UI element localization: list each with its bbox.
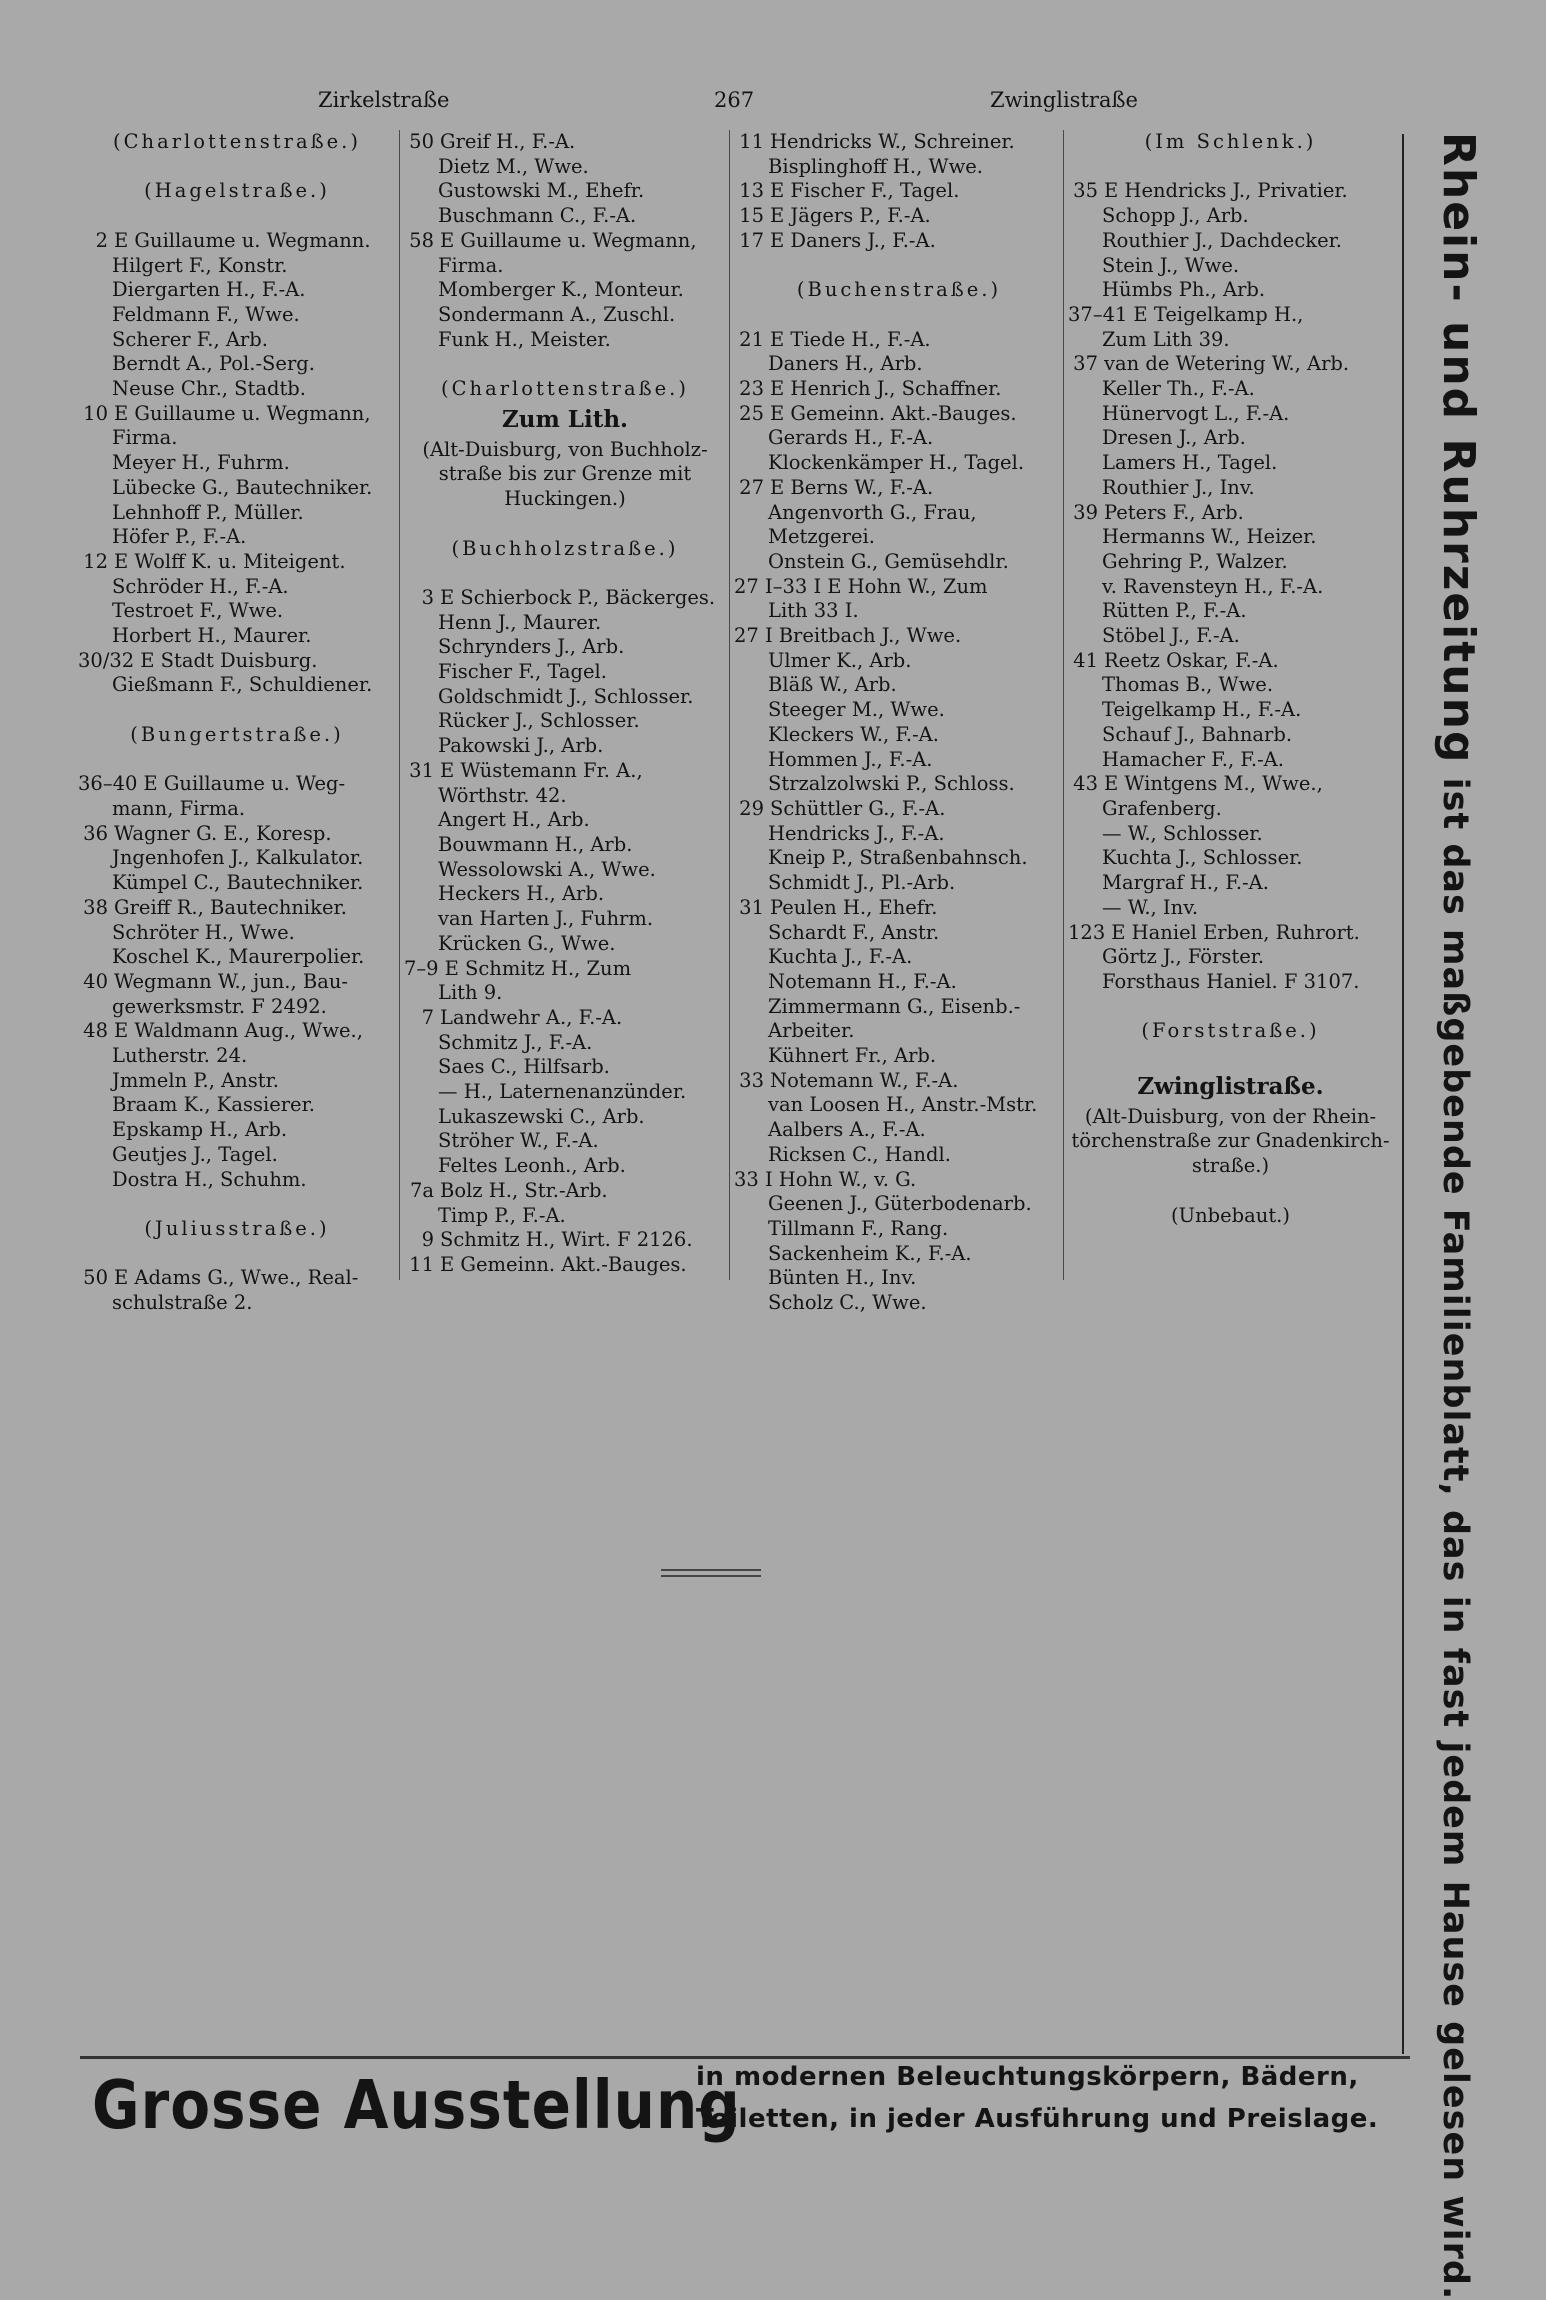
directory-entry (1068, 179, 1393, 204)
house-number: 31 (409, 758, 434, 782)
directory-entry: Ulmer K., Arb. (768, 648, 912, 672)
directory-entry (1068, 649, 1393, 674)
directory-entry: Meyer H., Fuhrm. (112, 451, 290, 475)
house-number: 7a (409, 1178, 434, 1202)
directory-entry: Hendricks J., F.-A. (768, 821, 945, 845)
directory-entry (734, 229, 1064, 254)
directory-entry (734, 179, 1064, 204)
entry-text: Breitbach J., Wwe. (778, 624, 962, 648)
house-number: 35 (1073, 179, 1098, 203)
directory-entry: Kneip P., Straßenbahnsch. (768, 846, 1028, 870)
entry-text: E Berns W., F.-A. (770, 475, 934, 499)
spacer (404, 561, 726, 586)
cross-street-label: (Charlottenstraße.) (113, 130, 361, 153)
house-number: 7 (421, 1005, 434, 1029)
directory-entry: Kleckers W., F.-A. (768, 722, 939, 746)
directory-entry (1068, 352, 1393, 377)
directory-entry: Steeger M., Wwe. (768, 698, 945, 722)
directory-entry: Wörthstr. 42. (438, 783, 567, 807)
house-number: 15 (739, 204, 764, 228)
directory-entry: Hermanns W., Heizer. (1102, 525, 1317, 549)
side-ad-slogan: ist das maßgebende Familienblatt, das in fast jedem Hause gelesen wird. (1435, 764, 1475, 2300)
directory-entry (734, 402, 1064, 427)
entry-text: E Wüstemann Fr. A., (440, 758, 643, 782)
entry-text: E Guillaume u. Wegmann, (440, 228, 697, 252)
section-note: törchenstraße zur Gnadenkirch- (1071, 1129, 1390, 1153)
directory-entry: Firma. (438, 253, 504, 277)
directory-entry: Berndt A., Pol.-Serg. (112, 352, 315, 376)
house-number: 50 (409, 130, 434, 153)
directory-entry: Krücken G., Wwe. (438, 931, 616, 955)
directory-entry: Kühnert Fr., Arb. (768, 1044, 937, 1068)
house-number: 48 (83, 1019, 108, 1043)
house-number: 13 (739, 179, 764, 203)
house-number: 12 (83, 549, 108, 573)
entry-text: E Gemeinn. Akt.-Bauges. (440, 1252, 687, 1276)
entry-text: Peters F., Arb. (1104, 500, 1244, 524)
entry-text: E Fischer F., Tagel. (770, 179, 960, 203)
directory-entry: Zum Lith 39. (1102, 327, 1230, 351)
spacer (78, 204, 396, 229)
house-number: 37–41 (1068, 302, 1128, 326)
directory-entry (734, 328, 1064, 353)
directory-entry: Metzgerei. (768, 525, 875, 549)
directory-entry (1068, 501, 1393, 526)
directory-entry: Schröder H., F.-A. (112, 574, 289, 598)
directory-entry: v. Ravensteyn H., F.-A. (1102, 574, 1324, 598)
entry-text: E Tiede H., F.-A. (770, 327, 931, 351)
directory-entry: Schmidt J., Pl.-Arb. (768, 871, 956, 895)
directory-entry (734, 1168, 1064, 1193)
directory-entry: Rütten P., F.-A. (1102, 599, 1247, 623)
directory-entry: Görtz J., Förster. (1102, 945, 1265, 969)
directory-entry (1068, 921, 1393, 946)
directory-entry (1068, 772, 1393, 797)
directory-entry: Hilgert F., Konstr. (112, 253, 288, 277)
directory-entry (78, 550, 396, 575)
directory-entry (734, 476, 1064, 501)
directory-entry: Scherer F., Arb. (112, 327, 268, 351)
directory-entry: Gehring P., Walzer. (1102, 549, 1288, 573)
entry-text: E Adams G., Wwe., Real- (114, 1266, 359, 1290)
directory-entry (78, 229, 396, 254)
directory-entry: Schauf J., Bahnarb. (1102, 722, 1293, 746)
house-number: 27 I (734, 624, 773, 648)
entry-text: E Schmitz H., Zum (444, 956, 632, 980)
directory-entry (734, 377, 1064, 402)
spacer (1068, 995, 1393, 1020)
house-number: 33 I (734, 1167, 773, 1191)
entry-text: Wagner G. E., Koresp. (114, 821, 332, 845)
directory-entry: Diergarten H., F.-A. (112, 278, 306, 302)
entry-text: Notemann W., F.-A. (770, 1068, 959, 1092)
side-advertisement (1426, 132, 1490, 2300)
directory-entry (734, 896, 1064, 921)
directory-entry (78, 896, 396, 921)
directory-entry: — W., Inv. (1102, 895, 1199, 919)
directory-entry (734, 797, 1064, 822)
house-number: 10 (83, 401, 108, 425)
house-number: 38 (83, 895, 108, 919)
directory-entry (404, 229, 726, 254)
end-rule (661, 1575, 761, 1577)
bottom-ad-rule (80, 2056, 1410, 2059)
directory-entry: Ströher W., F.-A. (438, 1129, 599, 1153)
directory-entry: Thomas B., Wwe. (1102, 673, 1274, 697)
side-ad-newspaper-name: Rhein- und Ruhrzeitung (1433, 132, 1484, 765)
house-number: 40 (83, 969, 108, 993)
entry-text: Hendricks W., Schreiner. (770, 130, 1015, 153)
section-title: Zum Lith. (501, 405, 629, 433)
cross-street-label: (Forststraße.) (1141, 1019, 1320, 1043)
entry-text: E Wintgens M., Wwe., (1104, 772, 1323, 796)
entry-text: E Daners J., F.-A. (770, 228, 936, 252)
directory-entry: Notemann H., F.-A. (768, 969, 957, 993)
directory-entry (78, 649, 396, 674)
directory-entry: Angert H., Arb. (438, 808, 590, 832)
cross-street-label: (Charlottenstraße.) (441, 377, 689, 401)
entry-text: van de Wetering W., Arb. (1104, 352, 1350, 376)
section-note: (Unbebaut.) (1171, 1203, 1290, 1227)
entry-text: E Hohn W., Zum (827, 574, 988, 598)
house-number: 21 (739, 327, 764, 351)
entry-text: E Stadt Duisburg. (140, 648, 318, 672)
house-number: 30/32 (78, 648, 135, 672)
spacer (1068, 155, 1393, 180)
directory-entry: Forsthaus Haniel. F 3107. (1102, 969, 1360, 993)
spacer (78, 698, 396, 723)
column-divider (1063, 130, 1064, 1280)
house-number: 31 (739, 895, 764, 919)
house-number: 39 (1073, 500, 1098, 524)
column-3 (734, 130, 1064, 1316)
entry-text: E Guillaume u. Wegmann. (114, 228, 371, 252)
entry-text: E Haniel Erben, Ruhrort. (1111, 920, 1360, 944)
directory-entry: Firma. (112, 426, 178, 450)
directory-entry (734, 204, 1064, 229)
directory-entry: Lith 33 I. (768, 599, 859, 623)
directory-entry: Braam K., Kassierer. (112, 1093, 315, 1117)
directory-entry: Dresen J., Arb. (1102, 426, 1246, 450)
entry-text: Greiff R., Bautechniker. (114, 895, 347, 919)
entry-text: E Henrich J., Schaffner. (770, 377, 1002, 401)
directory-entry (734, 624, 1064, 649)
directory-entry: Schrynders J., Arb. (438, 635, 625, 659)
directory-entry: Schardt F., Anstr. (768, 920, 940, 944)
house-number: 41 (1073, 648, 1098, 672)
spacer (1068, 1179, 1393, 1204)
directory-entry: Lübecke G., Bautechniker. (112, 475, 373, 499)
directory-entry: Geutjes J., Tagel. (112, 1142, 278, 1166)
directory-entry: Margraf H., F.-A. (1102, 871, 1269, 895)
header-right-street: Zwinglistraße (990, 88, 1138, 112)
section-title: Zwinglistraße. (1137, 1072, 1324, 1100)
entry-text: E Wolff K. u. Miteigent. (114, 549, 346, 573)
directory-entry: Fischer F., Tagel. (438, 660, 607, 684)
directory-entry: — W., Schlosser. (1102, 821, 1263, 845)
directory-entry: Buschmann C., F.-A. (438, 204, 637, 228)
directory-entry: Feltes Leonh., Arb. (438, 1154, 626, 1178)
house-number: 36–40 (78, 772, 138, 796)
section-note: (Alt-Duisburg, von der Rhein- (1084, 1104, 1377, 1128)
directory-entry: Lukaszewski C., Arb. (438, 1104, 645, 1128)
directory-entry (404, 1228, 726, 1253)
directory-entry: Jmmeln P., Anstr. (112, 1068, 279, 1092)
directory-entry: Pakowski J., Arb. (438, 734, 604, 758)
header-left-street: Zirkelstraße (318, 88, 450, 112)
cross-street-label: (Bungertstraße.) (130, 722, 344, 746)
house-number: 11 (409, 1252, 434, 1276)
spacer (78, 748, 396, 773)
directory-entry: Daners H., Arb. (768, 352, 923, 376)
directory-entry (1068, 303, 1393, 328)
spacer (78, 1192, 396, 1217)
directory-entry: Arbeiter. (768, 1019, 855, 1043)
house-number: 123 (1068, 920, 1106, 944)
directory-entry: — H., Laternenanzünder. (438, 1080, 687, 1104)
directory-entry: Gießmann F., Schuldiener. (112, 673, 373, 697)
bottom-ad-line-2: Toiletten, in jeder Ausführung und Preislage. (696, 2104, 1379, 2134)
directory-entry (734, 575, 1064, 600)
house-number: 17 (739, 228, 764, 252)
entry-text: E Waldmann Aug., Wwe., (114, 1019, 363, 1043)
end-rule (661, 1569, 761, 1571)
directory-entry: Saes C., Hilfsarb. (438, 1055, 610, 1079)
directory-entry: Routhier J., Inv. (1102, 475, 1255, 499)
house-number: 43 (1073, 772, 1098, 796)
entry-text: Peulen H., Ehefr. (770, 895, 938, 919)
directory-entry: van Loosen H., Anstr.-Mstr. (768, 1093, 1038, 1117)
bottom-ad-line-1: in modernen Beleuchtungskörpern, Bädern, (696, 2062, 1359, 2092)
directory-entry: Höfer P., F.-A. (112, 525, 247, 549)
directory-entry (734, 1069, 1064, 1094)
directory-entry: Horbert H., Maurer. (112, 624, 312, 648)
entry-text: Schmitz H., Wirt. F 2126. (440, 1228, 693, 1252)
directory-entry: Lehnhoff P., Müller. (112, 500, 304, 524)
directory-entry: Schmitz J., F.-A. (438, 1030, 593, 1054)
section-note: (Alt-Duisburg, von Buchholz- (422, 437, 708, 461)
directory-entry: Kuchta J., Schlosser. (1102, 846, 1303, 870)
house-number: 23 (739, 377, 764, 401)
directory-entry: Lamers H., Tagel. (1102, 451, 1278, 475)
directory-entry: van Harten J., Fuhrm. (438, 907, 654, 931)
directory-entry: Ricksen C., Handl. (768, 1142, 951, 1166)
directory-entry: Dostra H., Schuhm. (112, 1167, 307, 1191)
directory-entry: Rücker J., Schlosser. (438, 709, 640, 733)
directory-entry: Stöbel J., F.-A. (1102, 624, 1240, 648)
directory-entry: Routhier J., Dachdecker. (1102, 228, 1342, 252)
section-note: straße bis zur Grenze mit (438, 462, 692, 486)
column-1 (78, 130, 396, 1316)
directory-entry (404, 759, 726, 784)
ad-border-line (1402, 134, 1404, 2054)
house-number: 36 (83, 821, 108, 845)
directory-entry: Zimmermann G., Eisenb.- (768, 994, 1021, 1018)
directory-entry: mann, Firma. (112, 796, 246, 820)
directory-entry: Schröter H., Wwe. (112, 920, 295, 944)
directory-entry (404, 130, 726, 155)
directory-entry: Jngenhofen J., Kalkulator. (112, 846, 364, 870)
house-number: 2 (95, 228, 108, 252)
house-number: 33 (739, 1068, 764, 1092)
column-divider (399, 130, 400, 1280)
directory-entry (78, 822, 396, 847)
house-number: 29 (739, 796, 764, 820)
directory-entry: Bouwmann H., Arb. (438, 832, 633, 856)
directory-entry: Epskamp H., Arb. (112, 1118, 288, 1142)
directory-entry: Henn J., Maurer. (438, 610, 602, 634)
directory-entry: Sondermann A., Zuschl. (438, 302, 676, 326)
cross-street-label: (Im Schlenk.) (1144, 130, 1317, 153)
page-number: 267 (714, 88, 755, 112)
house-number: 27 (739, 475, 764, 499)
directory-entry (404, 1179, 726, 1204)
directory-entry: Testroet F., Wwe. (112, 599, 284, 623)
directory-entry: Feldmann F., Wwe. (112, 302, 300, 326)
directory-entry: Hümbs Ph., Arb. (1102, 278, 1266, 302)
section-note: Huckingen.) (504, 487, 626, 511)
house-number: 9 (421, 1228, 434, 1252)
directory-entry: Goldschmidt J., Schlosser. (438, 684, 694, 708)
directory-entry: Koschel K., Maurerpolier. (112, 945, 365, 969)
house-number: 7–9 (404, 956, 439, 980)
entry-text: E Guillaume u. Weg- (143, 772, 346, 796)
house-number: 37 (1073, 352, 1098, 376)
directory-entry: Klockenkämper H., Tagel. (768, 451, 1025, 475)
bottom-ad-headline: Grosse Ausstellung (92, 2066, 741, 2145)
directory-entry (78, 402, 396, 427)
spacer (78, 1242, 396, 1267)
entry-text: Bolz H., Str.-Arb. (440, 1178, 608, 1202)
house-number: 58 (409, 228, 434, 252)
column-2 (404, 130, 726, 1278)
directory-entry: Lith 9. (438, 981, 503, 1005)
cross-street-label: (Buchenstraße.) (796, 278, 1002, 302)
directory-entry (78, 772, 396, 797)
house-number: 27 I–33 I (734, 574, 822, 598)
directory-entry: Gerards H., F.-A. (768, 426, 934, 450)
column-4 (1068, 130, 1393, 1228)
entry-text: E Teigelkamp H., (1133, 302, 1304, 326)
entry-text: Hohn W., v. G. (778, 1167, 917, 1191)
cross-street-label: (Juliusstraße.) (144, 1216, 330, 1240)
directory-entry: Angenvorth G., Frau, (768, 500, 977, 524)
house-number: 11 (739, 130, 764, 153)
directory-entry: Funk H., Meister. (438, 327, 611, 351)
directory-entry: Aalbers A., F.-A. (768, 1118, 926, 1142)
entry-text: E Guillaume u. Wegmann, (114, 401, 371, 425)
cross-street-label: (Hagelstraße.) (144, 179, 330, 203)
directory-entry: Gustowski M., Ehefr. (438, 179, 645, 203)
directory-entry: Lutherstr. 24. (112, 1044, 248, 1068)
entry-text: Reetz Oskar, F.-A. (1104, 648, 1279, 672)
directory-entry: Timp P., F.-A. (438, 1203, 566, 1227)
entry-text: E Schierbock P., Bäckerges. (440, 585, 716, 609)
entry-text: Greif H., F.-A. (440, 130, 576, 153)
directory-entry: Momberger K., Monteur. (438, 278, 684, 302)
directory-entry (404, 957, 726, 982)
column-divider (729, 130, 730, 1280)
entry-text: Wegmann W., jun., Bau- (114, 969, 348, 993)
spacer (734, 303, 1064, 328)
spacer (734, 254, 1064, 279)
house-number: 25 (739, 401, 764, 425)
directory-entry: Hünervogt L., F.-A. (1102, 401, 1290, 425)
directory-entry (404, 586, 726, 611)
directory-entry: Sackenheim K., F.-A. (768, 1241, 972, 1265)
directory-entry: Onstein G., Gemüsehdlr. (768, 549, 1009, 573)
directory-entry: gewerksmstr. F 2492. (112, 994, 327, 1018)
entry-text: Schüttler G., F.-A. (770, 796, 946, 820)
directory-entry: schulstraße 2. (112, 1291, 253, 1315)
directory-entry: Bisplinghoff H., Wwe. (768, 154, 983, 178)
directory-entry: Teigelkamp H., F.-A. (1102, 698, 1302, 722)
directory-entry: Keller Th., F.-A. (1102, 377, 1255, 401)
directory-entry (404, 1006, 726, 1031)
entry-text: E Jägers P., F.-A. (770, 204, 931, 228)
entry-text: E Hendricks J., Privatier. (1104, 179, 1348, 203)
house-number: 50 (83, 1266, 108, 1290)
directory-entry: Neuse Chr., Stadtb. (112, 377, 306, 401)
directory-entry: Hommen J., F.-A. (768, 747, 933, 771)
directory-entry (78, 1019, 396, 1044)
directory-entry: Kümpel C., Bautechniker. (112, 871, 364, 895)
spacer (1068, 1044, 1393, 1069)
spacer (404, 512, 726, 537)
directory-entry: Strzalzolwski P., Schloss. (768, 772, 1015, 796)
directory-entry: Kuchta J., F.-A. (768, 945, 913, 969)
directory-entry (78, 1266, 396, 1291)
house-number: 3 (421, 585, 434, 609)
directory-entry: Hamacher F., F.-A. (1102, 747, 1284, 771)
directory-entry (734, 130, 1064, 155)
spacer (404, 352, 726, 377)
directory-entry: Bünten H., Inv. (768, 1266, 917, 1290)
section-note: straße.) (1191, 1154, 1270, 1178)
directory-entry (78, 970, 396, 995)
directory-entry: Heckers H., Arb. (438, 882, 605, 906)
directory-entry: Scholz C., Wwe. (768, 1291, 927, 1315)
directory-entry: Grafenberg. (1102, 796, 1222, 820)
directory-entry: Geenen J., Güterbodenarb. (768, 1192, 1032, 1216)
directory-entry: Wessolowski A., Wwe. (438, 857, 656, 881)
directory-entry: Stein J., Wwe. (1102, 253, 1240, 277)
cross-street-label: (Buchholzstraße.) (451, 536, 679, 560)
directory-entry: Tillmann F., Rang. (768, 1216, 949, 1240)
entry-text: Landwehr A., F.-A. (440, 1005, 623, 1029)
directory-entry: Bläß W., Arb. (768, 673, 897, 697)
directory-entry (404, 1253, 726, 1278)
directory-entry: Dietz M., Wwe. (438, 154, 589, 178)
spacer (78, 155, 396, 180)
entry-text: E Gemeinn. Akt.-Bauges. (770, 401, 1017, 425)
directory-entry: Schopp J., Arb. (1102, 204, 1249, 228)
